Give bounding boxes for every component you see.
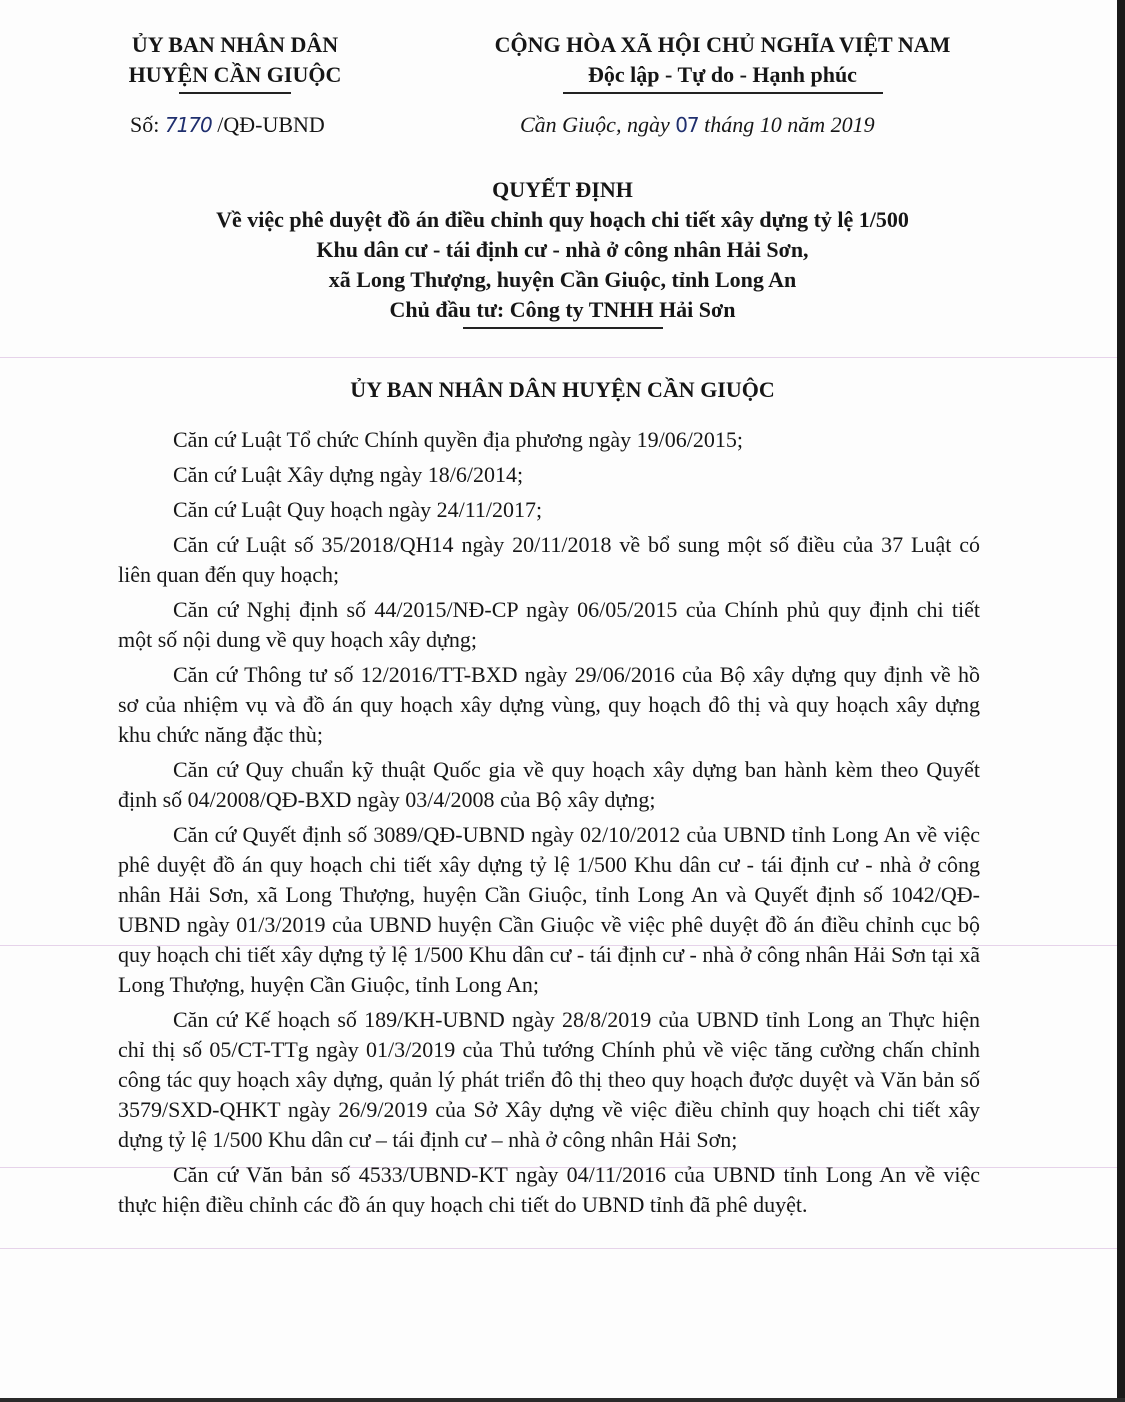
number-suffix: /QĐ-UBND xyxy=(211,112,325,137)
decision-heading: QUYẾT ĐỊNH xyxy=(492,177,633,202)
nation-name: CỘNG HÒA XÃ HỘI CHỦ NGHĨA VIỆT NAM xyxy=(494,32,951,57)
title-underline xyxy=(463,327,663,329)
agency-line-1: ỦY BAN NHÂN DÂN xyxy=(131,32,339,57)
number-prefix: Số: xyxy=(130,112,165,137)
handwritten-number: 7170 xyxy=(164,113,212,137)
legal-basis-paragraph: Căn cứ Luật Tổ chức Chính quyền địa phương ngày 19/06/2015; xyxy=(173,427,744,452)
date-suffix: tháng 10 năm 2019 xyxy=(698,112,875,137)
document-date xyxy=(520,110,875,140)
national-header xyxy=(450,30,995,94)
legal-basis-paragraph: Căn cứ Luật Xây dựng ngày 18/6/2014; xyxy=(173,462,524,487)
decision-subject-line-1: Về việc phê duyệt đồ án điều chỉnh quy hoạch chi tiết xây dựng tỷ lệ 1/500 xyxy=(216,207,909,232)
handwritten-day: 07 xyxy=(675,113,699,137)
issuing-agency xyxy=(80,30,390,94)
scan-artifact-line xyxy=(0,357,1117,358)
decision-title xyxy=(110,175,1015,329)
legal-basis-paragraph: Căn cứ Luật số 35/2018/QH14 ngày 20/11/2018 về bổ sung một số điều của 37 Luật có liên quan đến quy hoạch; xyxy=(118,532,980,587)
scan-border-right xyxy=(1117,0,1125,1402)
decision-subject-line-2: Khu dân cư - tái định cư - nhà ở công nhân Hải Sơn, xyxy=(316,237,809,262)
agency-line-2: HUYỆN CẦN GIUỘC xyxy=(128,62,342,87)
decision-subject-line-3: xã Long Thượng, huyện Cần Giuộc, tỉnh Long An xyxy=(328,267,797,292)
legal-basis-paragraph: Căn cứ Luật Quy hoạch ngày 24/11/2017; xyxy=(173,497,543,522)
legal-bases xyxy=(118,425,980,1225)
national-motto: Độc lập - Tự do - Hạnh phúc xyxy=(588,62,857,87)
document-number xyxy=(130,110,325,140)
legal-basis-paragraph: Căn cứ Quyết định số 3089/QĐ-UBND ngày 02/10/2012 của UBND tỉnh Long An về việc phê duyệt đồ án quy hoạch chi tiết xây dựng tỷ lệ 1/500 Khu dân cư - tái định cư - nhà ở công nhân Hải Sơn, xã Long Thượng, huyện Cần Giuộc, tỉnh Long An và Quyết định số 1042/QĐ-UBND ngày 01/3/2019 của UBND huyện Cần Giuộc về việc phê duyệt đồ án điều chỉnh cục bộ quy hoạch chi tiết xây dựng tỷ lệ 1/500 Khu dân cư - tái định cư - nhà ở công nhân Hải Sơn tại xã Long Thượng, huyện Cần Giuộc, tỉnh Long An; xyxy=(118,822,980,997)
motto-underline xyxy=(563,92,883,94)
scan-border-bottom xyxy=(0,1398,1125,1402)
legal-basis-paragraph: Căn cứ Quy chuẩn kỹ thuật Quốc gia về quy hoạch xây dựng ban hành kèm theo Quyết định số 04/2008/QĐ-BXD ngày 03/4/2008 của Bộ xây dựng; xyxy=(118,757,980,812)
legal-basis-paragraph: Căn cứ Kế hoạch số 189/KH-UBND ngày 28/8/2019 của UBND tỉnh Long an Thực hiện chỉ thị số 05/CT-TTg ngày 01/3/2019 của Thủ tướng Chính phủ về việc tăng cường chấn chỉnh công tác quy hoạch xây dựng, quản lý phát triển đô thị theo quy hoạch được duyệt và Văn bản số 3579/SXD-QHKT ngày 26/9/2019 của Sở Xây dựng về việc điều chỉnh quy hoạch chi tiết xây dựng tỷ lệ 1/500 Khu dân cư – tái định cư – nhà ở công nhân Hải Sơn; xyxy=(118,1007,980,1152)
date-prefix: Cần Giuộc, ngày xyxy=(520,112,676,137)
scan-artifact-line xyxy=(0,1248,1117,1249)
decision-investor: Chủ đầu tư: Công ty TNHH Hải Sơn xyxy=(389,297,736,322)
agency-underline xyxy=(179,92,291,94)
authority-heading: ỦY BAN NHÂN DÂN HUYỆN CẦN GIUỘC xyxy=(350,377,775,402)
legal-basis-paragraph: Căn cứ Văn bản số 4533/UBND-KT ngày 04/11/2016 của UBND tỉnh Long An về việc thực hiện điều chỉnh các đồ án quy hoạch chi tiết do UBND tỉnh đã phê duyệt. xyxy=(118,1162,980,1217)
legal-basis-paragraph: Căn cứ Nghị định số 44/2015/NĐ-CP ngày 06/05/2015 của Chính phủ quy định chi tiết một số nội dung về quy hoạch xây dựng; xyxy=(118,597,980,652)
legal-basis-paragraph: Căn cứ Thông tư số 12/2016/TT-BXD ngày 29/06/2016 của Bộ xây dựng quy định về hồ sơ của nhiệm vụ và đồ án quy hoạch xây dựng vùng, quy hoạch đô thị và quy hoạch xây dựng khu chức năng đặc thù; xyxy=(118,662,980,747)
